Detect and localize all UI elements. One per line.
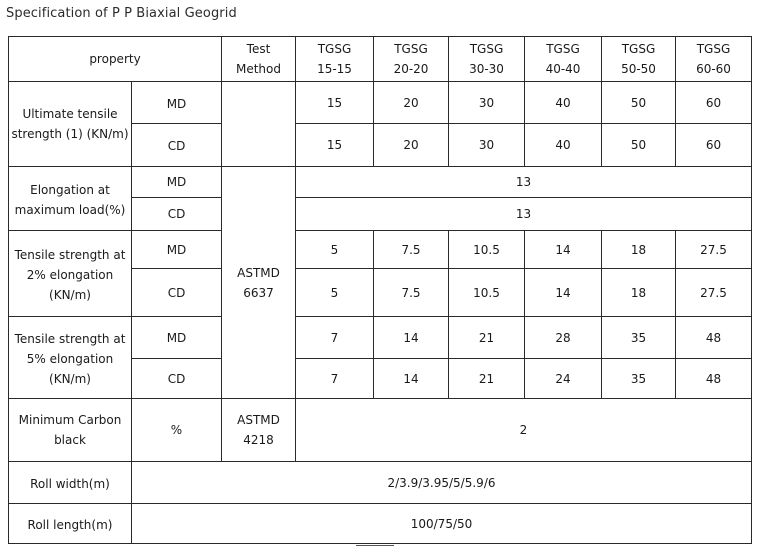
- header-method-line2: Method: [235, 62, 281, 76]
- elongation-label-line2: maximum load(%): [14, 202, 126, 217]
- table-cell: 5: [296, 269, 374, 317]
- table-cell: 21: [449, 317, 525, 359]
- table-cell: 48: [676, 359, 752, 399]
- carbon-label-line1: Minimum Carbon: [18, 413, 122, 427]
- method-empty: [222, 82, 296, 167]
- direction-cd: CD: [132, 269, 222, 317]
- table-cell: 35: [602, 317, 676, 359]
- table-cell: 10.5: [449, 231, 525, 269]
- table-row: [9, 167, 752, 198]
- table-cell: 15: [296, 82, 374, 124]
- product-grade: 60-60: [696, 62, 731, 76]
- table-cell: 20: [374, 124, 449, 167]
- carbon-unit: %: [132, 399, 222, 462]
- table-cell: 100/75/50: [132, 504, 752, 544]
- product-name: TGSG: [469, 42, 504, 56]
- elongation-label: [9, 167, 132, 231]
- table-row: [9, 317, 752, 359]
- direction-md: MD: [132, 167, 222, 198]
- elongation-label-line1: Elongation at: [30, 182, 110, 197]
- header-row: [9, 37, 752, 82]
- tensile5-label-line1: Tensile strength at: [14, 331, 126, 346]
- table-cell: 24: [525, 359, 602, 399]
- table-cell: 30: [449, 82, 525, 124]
- roll-length-label: Roll length(m): [9, 504, 132, 544]
- tensile5-label-line3: (KN/m): [49, 371, 91, 386]
- header-method-line1: Test: [246, 42, 271, 56]
- header-product: [525, 37, 602, 82]
- method-line1: ASTMD: [237, 413, 280, 427]
- table-cell: 35: [602, 359, 676, 399]
- table-cell: 5: [296, 231, 374, 269]
- direction-md: MD: [132, 82, 222, 124]
- header-product: [602, 37, 676, 82]
- product-grade: 40-40: [545, 62, 581, 76]
- table-cell: 20: [374, 82, 449, 124]
- direction-md: MD: [132, 231, 222, 269]
- table-cell: 14: [374, 317, 449, 359]
- table-cell: 2: [296, 399, 752, 462]
- carbon-label: [9, 399, 132, 462]
- tensile2-label-line3: (KN/m): [49, 287, 91, 302]
- ultimate-label-line1: Ultimate tensile: [22, 107, 118, 121]
- bottom-rule: [356, 545, 394, 546]
- table-title: Specification of P P Biaxial Geogrid: [6, 6, 237, 21]
- method-astm-6637: [222, 167, 296, 399]
- header-product: [296, 37, 374, 82]
- header-product: [676, 37, 752, 82]
- header-product: [374, 37, 449, 82]
- table-cell: 14: [525, 269, 602, 317]
- table-cell: 13: [296, 198, 752, 231]
- table-cell: 48: [676, 317, 752, 359]
- table-cell: 28: [525, 317, 602, 359]
- product-name: TGSG: [394, 42, 428, 56]
- product-name: TGSG: [317, 42, 352, 56]
- tensile2-label: [9, 231, 132, 317]
- table-cell: 14: [374, 359, 449, 399]
- product-name: TGSG: [546, 42, 580, 56]
- table-row: [9, 399, 752, 462]
- table-cell: 7: [296, 359, 374, 399]
- table-cell: 7.5: [374, 231, 449, 269]
- table-cell: 18: [602, 231, 676, 269]
- table-cell: 50: [602, 82, 676, 124]
- table-cell: 21: [449, 359, 525, 399]
- method-line1: ASTMD: [237, 265, 280, 280]
- table-cell: 2/3.9/3.95/5/5.9/6: [132, 462, 752, 504]
- table-cell: 30: [449, 124, 525, 167]
- table-cell: 50: [602, 124, 676, 167]
- table-row: [9, 462, 752, 504]
- table-cell: 40: [525, 124, 602, 167]
- method-line2: 4218: [243, 433, 274, 447]
- table-cell: 60: [676, 124, 752, 167]
- table-cell: 40: [525, 82, 602, 124]
- product-grade: 15-15: [317, 62, 352, 76]
- table-cell: 15: [296, 124, 374, 167]
- table-cell: 10.5: [449, 269, 525, 317]
- table-cell: 7.5: [374, 269, 449, 317]
- table-cell: 27.5: [676, 269, 752, 317]
- spec-table: [8, 36, 752, 544]
- direction-md: MD: [132, 317, 222, 359]
- table-cell: 27.5: [676, 231, 752, 269]
- tensile5-label-line2: 5% elongation: [26, 351, 114, 366]
- direction-cd: CD: [132, 198, 222, 231]
- tensile2-label-line2: 2% elongation: [26, 267, 114, 282]
- table-row: [9, 504, 752, 544]
- table-row: [9, 231, 752, 269]
- header-property: property: [9, 37, 222, 82]
- product-grade: 20-20: [393, 62, 429, 76]
- product-name: TGSG: [621, 42, 656, 56]
- direction-cd: CD: [132, 359, 222, 399]
- product-grade: 50-50: [621, 62, 656, 76]
- tensile2-label-line1: Tensile strength at: [14, 247, 126, 262]
- table-row: [9, 82, 752, 124]
- carbon-label-line2: black: [54, 433, 86, 447]
- direction-cd: CD: [132, 124, 222, 167]
- table-cell: 14: [525, 231, 602, 269]
- table-cell: 60: [676, 82, 752, 124]
- header-product: [449, 37, 525, 82]
- table-cell: 7: [296, 317, 374, 359]
- table-cell: 18: [602, 269, 676, 317]
- product-grade: 30-30: [469, 62, 504, 76]
- table-cell: 13: [296, 167, 752, 198]
- header-test-method: [222, 37, 296, 82]
- roll-width-label: Roll width(m): [9, 462, 132, 504]
- ultimate-label: [9, 82, 132, 167]
- method-astm-4218: [222, 399, 296, 462]
- tensile5-label: [9, 317, 132, 399]
- method-line2: 6637: [243, 285, 274, 300]
- ultimate-label-line2: strength (1) (KN/m): [11, 127, 129, 141]
- product-name: TGSG: [696, 42, 731, 56]
